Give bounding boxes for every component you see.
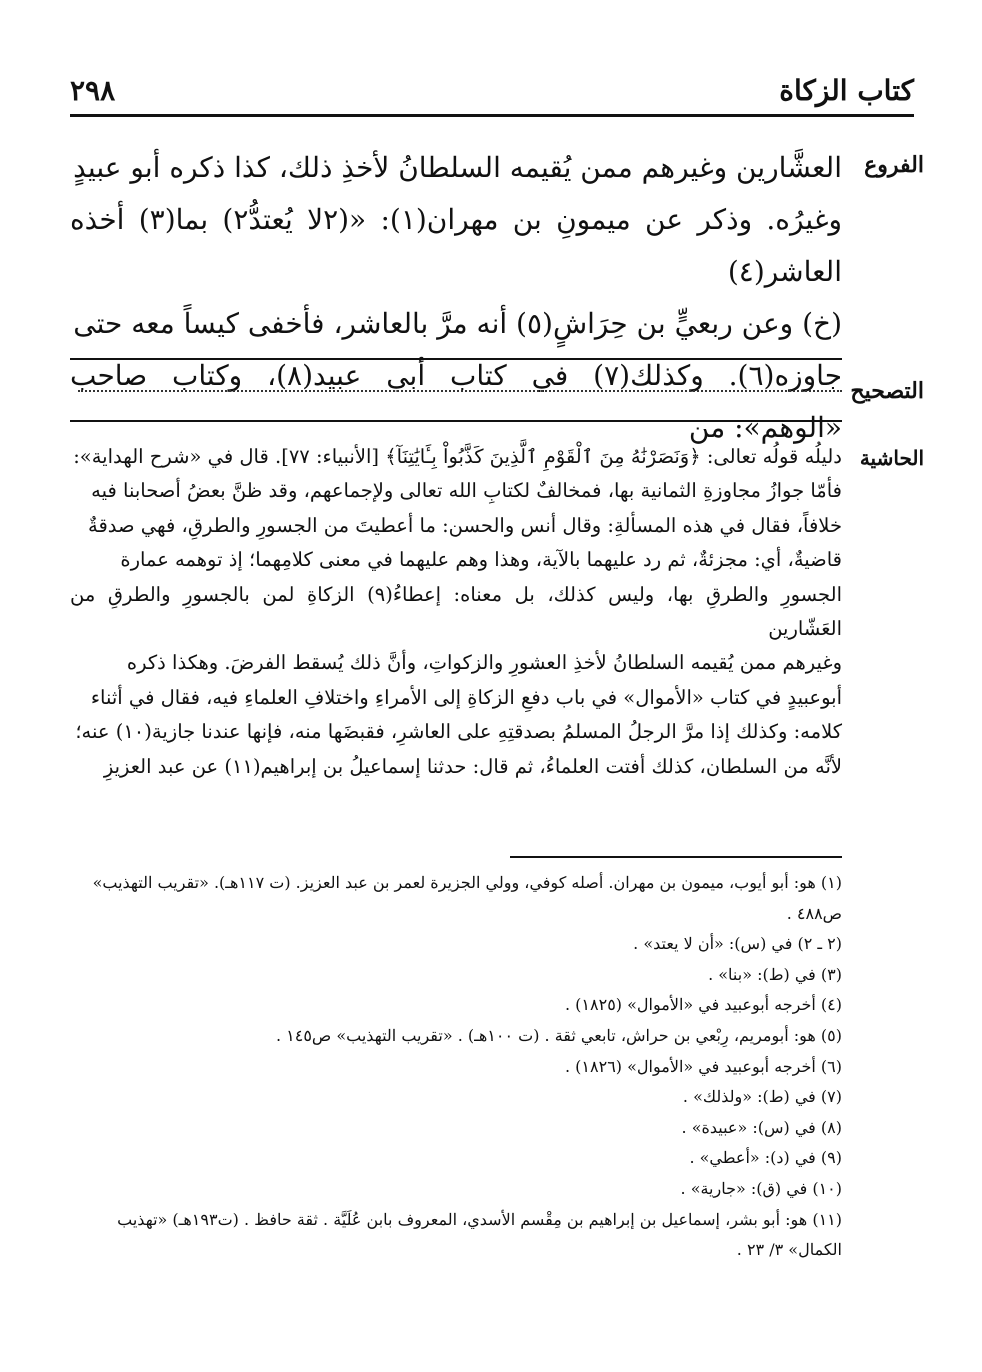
hashiya-line: دليلُه قولُه تعالى: ﴿وَنَصَرْنَٰهُ مِنَ ٱلْقَوْمِ ٱلَّذِينَ كَذَّبُواْ بِـَٔايَٰتِنَآ﴾ [الأنبياء: ٧٧]. قال في «شرح الهداية»: xyxy=(73,445,842,468)
footnote: (١) هو: أبو أيوب، ميمون بن مهران. أصله كوفي، وولي الجزيرة لعمر بن عبد العزيز. (ت ١١٧هـ). «تقريب التهذيب» ص٤٨٨ . xyxy=(92,873,842,923)
header-rule xyxy=(70,114,914,117)
hashiya-line: الجسورِ والطرقِ بها، وليس كذلك، بل معناه: إعطاءُ(٩) الزكاةِ لمن بالجسورِ والطرقِ من العَشّارين xyxy=(70,582,842,641)
footnote: (٣) في (ط): «بنا» . xyxy=(708,964,842,984)
hashiya-line: خلافاً، فقال في هذه المسألةِ: وقال أنس والحسن: ما أعطيتَ من الجسورِ والطرقِ، فهي صدقةٌ xyxy=(88,513,842,537)
footnote: (٤) أخرجه أبوعبيد في «الأموال» (١٨٢٥) . xyxy=(565,995,842,1015)
furu-line: (خ) وعن ربعيٍّ بن حِرَاشٍ(٥) أنه مرَّ بالعاشر، فأخفى كيساً معه حتى xyxy=(73,307,842,340)
hashiya-text xyxy=(70,440,842,784)
section-divider xyxy=(70,358,842,360)
furu-line: وغيرُه. وذكر عن ميمونِ بن مهران(١): «(٢لا يُعتدُّ٢) بما(٣) أخذه العاشر(٤) xyxy=(70,203,843,288)
footnote: (١١) هو: أبو بشر، إسماعيل بن إبراهيم بن مِقْسم الأسدي، المعروف بابن عُلَيَّة . ثقة حافظ . (ت١٩٣هـ) «تهذيب الكمال» ٣/ ٢٣ . xyxy=(117,1209,842,1260)
footnote: (٨) في (س): «عبيدة» . xyxy=(681,1117,842,1137)
hashiya-line: لأنَّه من السلطان، كذلك أفتت العلماءُ، ثم قال: حدثنا إسماعيلُ بن إبراهيم(١١) عن عبد العزيزِ xyxy=(103,754,842,778)
section-divider xyxy=(70,420,842,422)
page-number: ٢٩٨ xyxy=(70,73,116,107)
furu-section xyxy=(70,142,924,454)
page-header xyxy=(70,70,914,110)
hashiya-line: فأمّا جوازُ مجاوزةِ الثمانية بها، فمخالفٌ لكتابِ الله تعالى ولإجماعهم، وقد ظنَّ بعضُ أصحابنا فيه xyxy=(91,479,842,503)
hashiya-label: الحاشية xyxy=(859,446,924,470)
tashih-section xyxy=(70,374,924,404)
tashih-label: التصحيح xyxy=(850,378,924,404)
furu-line: العشَّارين وغيرهم ممن يُقيمه السلطانُ لأخذِ ذلك، كذا ذكره أبو عبيدٍ xyxy=(73,151,842,184)
footnote: (٩) في (د): «أعطي» . xyxy=(689,1148,842,1168)
furu-text xyxy=(70,142,842,454)
book-title: كتاب الزكاة xyxy=(779,73,914,107)
footnotes xyxy=(70,868,842,1266)
footnote: (٢ ـ ٢) في (س): «أن لا يعتد» . xyxy=(633,934,842,954)
hashiya-line: وغيرهم ممن يُقيمه السلطانُ لأخذِ العشورِ والزكواتِ، وأنَّ ذلك يُسقط الفرضَ. وهكذا ذكره xyxy=(126,651,842,675)
furu-line: جاوزه(٦). وكذلك(٧) في كتاب أبي عبيد(٨)، وكتاب صاحب «الوهم»: من xyxy=(70,359,843,444)
footnote-rule xyxy=(510,856,842,858)
footnote: (٧) في (ط): «ولذلك» . xyxy=(682,1087,842,1107)
footnote: (٥) هو: أبومريم، رِبْعي بن حراش، تابعي ثقة . (ت ١٠٠هـ) . «تقريب التهذيب» ص١٤٥ . xyxy=(275,1025,842,1045)
hashiya-line: قاضيةٌ، أي: مجزئةٌ، ثم رد عليهما بالآية، وهذا وهم عليهما في معنى كلامِهما؛ إذ توهمه عمارة xyxy=(120,548,842,572)
footnote: (١٠) في (ق): «جارية» . xyxy=(680,1178,842,1198)
furu-label: الفروع xyxy=(864,152,924,178)
hashiya-line: كلامه: وكذلك إذا مرَّ الرجلُ المسلمُ بصدقتِهِ على العاشرِ، فقبضَها منه، فإنها عندنا جازية(١٠) عنه؛ xyxy=(75,720,842,744)
footnote: (٦) أخرجه أبوعبيد في «الأموال» (١٨٢٦) . xyxy=(565,1056,842,1076)
hashiya-section xyxy=(70,440,924,784)
tashih-dotted-line xyxy=(78,374,842,392)
hashiya-line: أبوعبيدٍ في كتاب «الأموال» في باب دفعِ الزكاةِ إلى الأمراءِ واختلافِ العلماءِ فيه، فقال في أثناء xyxy=(90,685,842,709)
